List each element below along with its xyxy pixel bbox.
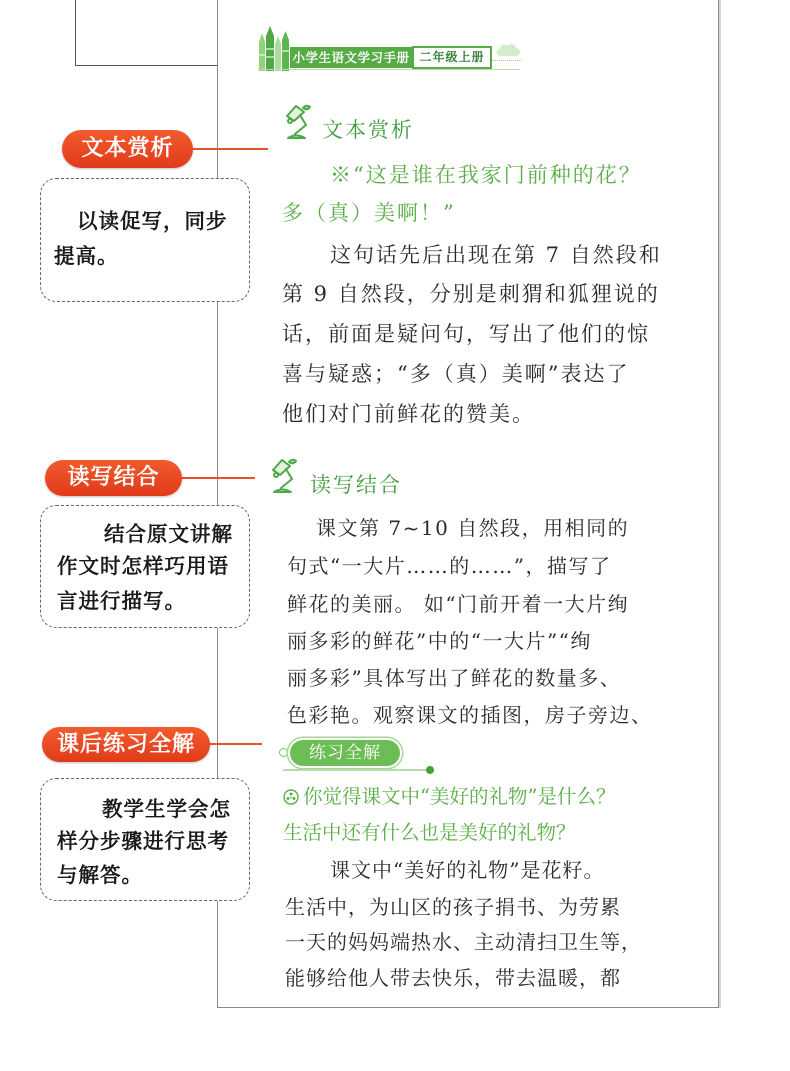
- callout-tag-exercises: 课后练习全解: [42, 727, 210, 762]
- note-line: 以读促写，同步: [77, 209, 228, 233]
- body-line: 他们对门前鲜花的赞美。: [282, 402, 535, 426]
- body-line: 第 9 自然段，分别是刺猬和狐狸说的: [282, 282, 660, 306]
- desk-lamp-icon: [268, 457, 298, 499]
- callout-tag-reading-writing: 读写结合: [45, 460, 182, 496]
- callout-note: [40, 505, 250, 628]
- answer-line: 生活中，为山区的孩子捐书、为劳累: [285, 895, 621, 919]
- answer-line: 一天的妈妈端热水、主动清扫卫生等，: [285, 930, 642, 954]
- note-line: 样分步骤进行思考: [57, 829, 229, 853]
- note-line: 结合原文讲解: [104, 522, 233, 546]
- body-line: 句式“一大片……的……”，描写了: [287, 554, 612, 578]
- body-line: 课文第 7~10 自然段，用相同的: [316, 516, 630, 540]
- question-line: 生活中还有什么也是美好的礼物？: [283, 821, 576, 844]
- volume-label: 二年级上册: [412, 46, 492, 69]
- body-line: 色彩艳。观察课文的插图，房子旁边、: [287, 703, 653, 727]
- note-line: 言进行描写。: [57, 589, 186, 613]
- answer-line: 课文中“美好的礼物”是花籽。: [330, 858, 605, 882]
- desk-lamp-icon: [282, 103, 312, 145]
- answer-line: 能够给他人带去快乐，带去温暖，都: [285, 966, 621, 990]
- body-line: 丽多彩”具体写出了鲜花的数量多、: [287, 666, 622, 690]
- note-line: 作文时怎样巧用语: [57, 554, 229, 578]
- body-line: 这句话先后出现在第 7 自然段和: [330, 243, 662, 267]
- pencils-illustration: [256, 25, 292, 75]
- callout-tag-text-appreciation: 文本赏析: [62, 130, 193, 168]
- callout-connector: [192, 148, 268, 150]
- cloud-icon: [496, 42, 520, 61]
- note-line: 与解答。: [57, 863, 143, 887]
- callout-note: [40, 178, 250, 302]
- body-line: 喜与疑惑；“多（真）美啊”表达了: [282, 362, 630, 386]
- body-line: 丽多彩的鲜花”中的“一大片”“绚: [287, 629, 592, 653]
- callout-note: [40, 778, 250, 901]
- callout-connector: [209, 743, 262, 745]
- badge-left-dot: [279, 748, 288, 757]
- question-marker-icon: [283, 789, 299, 809]
- question-line: 你觉得课文中“美好的礼物”是什么？: [303, 785, 616, 808]
- exercises-badge: 练习全解: [290, 740, 400, 766]
- body-line: 鲜花的美丽。 如“门前开着一大片绚: [287, 592, 630, 616]
- quote-line: 多（真）美啊！”: [282, 201, 456, 225]
- series-title-banner: 小学生语文学习手册: [290, 47, 412, 68]
- previous-page-edge: [75, 0, 217, 66]
- callout-connector: [181, 477, 255, 479]
- section-heading-reading-writing: 读写结合: [310, 473, 402, 497]
- section-heading-text-appreciation: 文本赏析: [322, 118, 414, 142]
- quote-line: ※“这是谁在我家门前种的花？: [330, 163, 642, 187]
- exercises-rule: [283, 769, 429, 771]
- note-line: 教学生学会怎: [102, 797, 231, 821]
- exercises-rule-dot: [426, 766, 434, 774]
- body-line: 话，前面是疑问句，写出了他们的惊: [282, 322, 650, 346]
- header-rule: [258, 69, 520, 70]
- note-line: 提高。: [54, 244, 119, 268]
